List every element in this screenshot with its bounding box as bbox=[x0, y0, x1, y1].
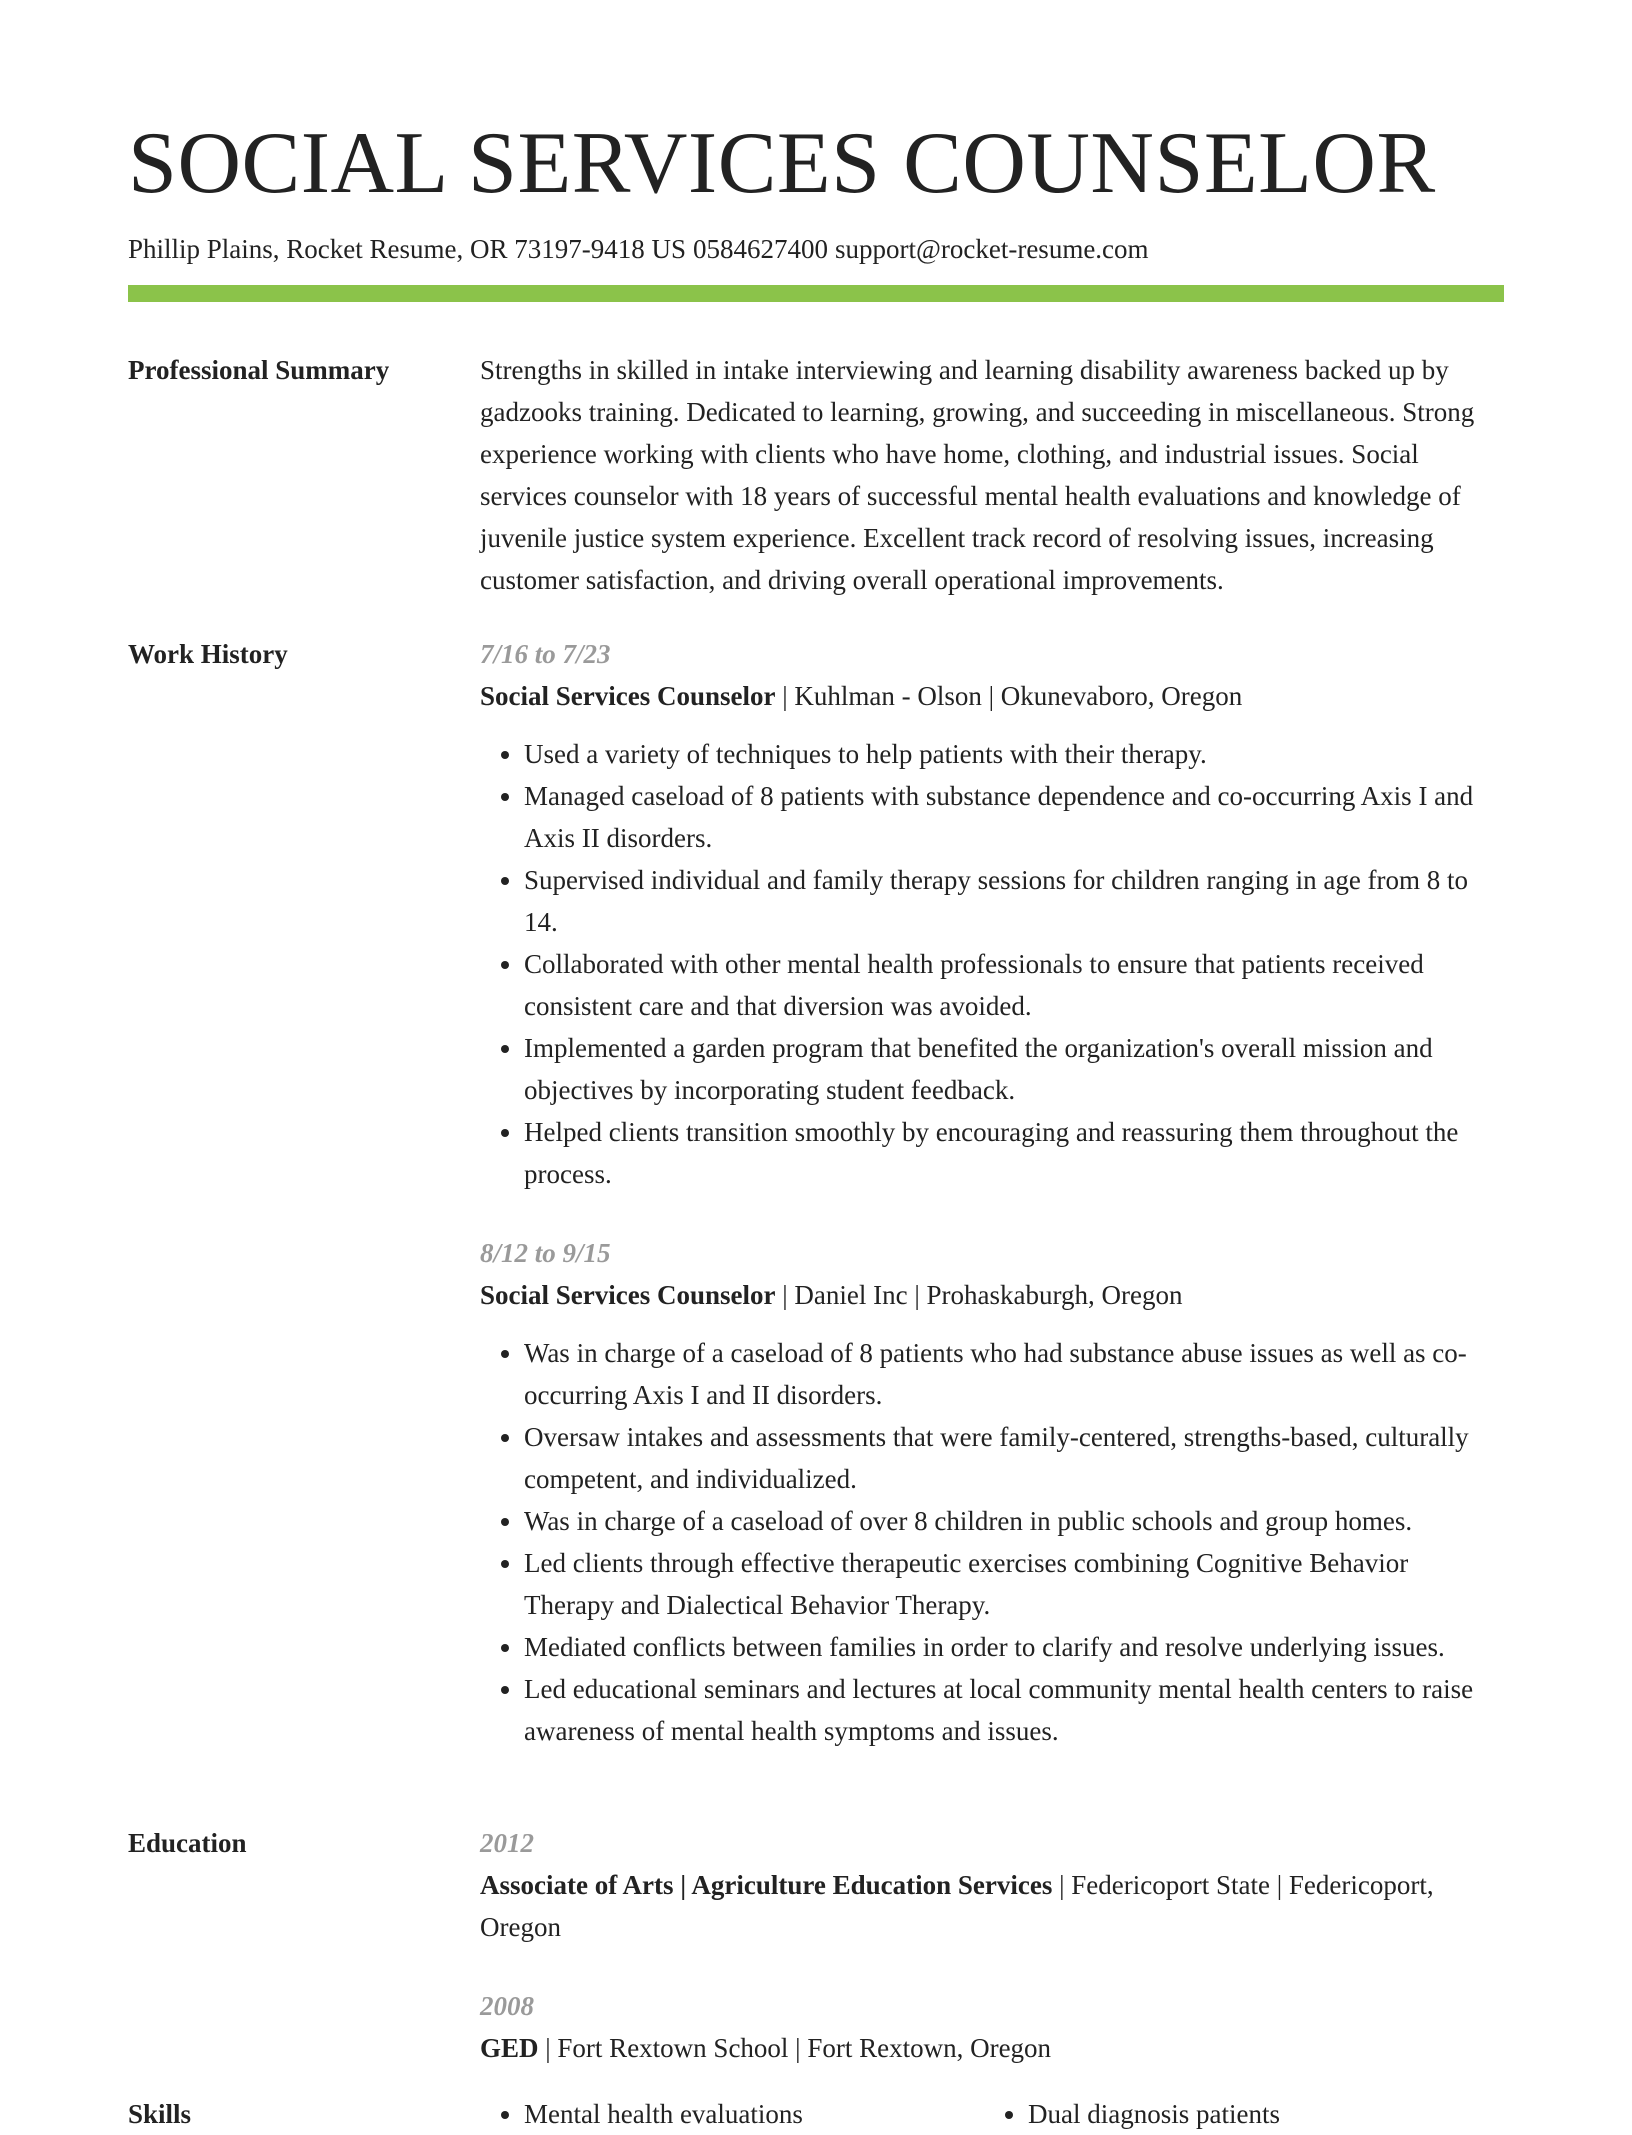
education-school-location: | Federicoport State | Federicoport, Oregon bbox=[480, 1870, 1434, 1942]
list-item: • Collaborated with other mental health professionals to ensure that patients received consistent care and that diversion was avoided. bbox=[524, 943, 1504, 1027]
list-item: • Was in charge of a caseload of 8 patients who had substance abuse issues as well as co-occurring Axis I and II disorders. bbox=[524, 1332, 1504, 1416]
list-item: • Used a variety of techniques to help patients with their therapy. bbox=[524, 733, 1504, 775]
education-entry bbox=[480, 1822, 1504, 1948]
resume-title: SOCIAL SERVICES COUNSELOR bbox=[128, 115, 1436, 212]
list-item: • Dual diagnosis patients bbox=[1028, 2093, 1488, 2135]
list-item: • Helped clients transition smoothly by encouraging and reassuring them throughout the process. bbox=[524, 1111, 1504, 1195]
education-year: 2012 bbox=[480, 1828, 534, 1858]
education-body bbox=[480, 1822, 1504, 2069]
contact-line bbox=[128, 233, 1149, 265]
section-title-summary: Professional Summary bbox=[128, 355, 390, 385]
education-heading bbox=[480, 1864, 1504, 1948]
job-entry bbox=[480, 633, 1504, 1195]
skills-list-left bbox=[480, 2093, 984, 2135]
skills-body bbox=[480, 2093, 1504, 2135]
job-company-location: | Kuhlman - Olson | Okunevaboro, Oregon bbox=[775, 681, 1243, 711]
list-item: • Led educational seminars and lectures at local community mental health centers to raise awareness of mental health symptoms and issues. bbox=[524, 1668, 1504, 1752]
job-dates: 8/12 to 9/15 bbox=[480, 1238, 611, 1268]
list-item: • Oversaw intakes and assessments that were family-centered, strengths-based, culturally competent, and individualized. bbox=[524, 1416, 1504, 1500]
education-school-location: | Fort Rextown School | Fort Rextown, Oregon bbox=[538, 2033, 1052, 2063]
job-role: Social Services Counselor bbox=[480, 681, 776, 711]
job-company-location: | Daniel Inc | Prohaskaburgh, Oregon bbox=[775, 1280, 1183, 1310]
list-item: • Managed caseload of 8 patients with substance dependence and co-occurring Axis I and Axis II disorders. bbox=[524, 775, 1504, 859]
list-item: • Implemented a garden program that benefited the organization's overall mission and objectives by incorporating student feedback. bbox=[524, 1027, 1504, 1111]
work-history-body bbox=[480, 633, 1504, 1752]
job-bullets bbox=[480, 733, 1504, 1195]
list-item: • Was in charge of a caseload of over 8 children in public schools and group homes. bbox=[524, 1500, 1504, 1542]
summary-body bbox=[480, 349, 1504, 601]
skills-list-right bbox=[984, 2093, 1488, 2135]
job-dates: 7/16 to 7/23 bbox=[480, 639, 611, 669]
job-role: Social Services Counselor bbox=[480, 1280, 776, 1310]
education-entry bbox=[480, 1985, 1504, 2069]
education-heading bbox=[480, 2027, 1504, 2069]
list-item: • Led clients through effective therapeutic exercises combining Cognitive Behavior Therapy and Dialectical Behavior Therapy. bbox=[524, 1542, 1504, 1626]
summary-text: Strengths in skilled in intake interviewing and learning disability awareness backed up by gadzooks training. Dedicated to learning, growing, and succeeding in miscellaneous. Strong experience working with clients who have home, clothing, and industrial issues. Social services counselor with 18 years of successful mental health evaluations and knowledge of juvenile justice system experience. Excellent track record of resolving issues, increasing customer satisfaction, and driving overall operational improvements. bbox=[480, 355, 1475, 595]
job-bullets bbox=[480, 1332, 1504, 1752]
contact-email[interactable]: support@rocket-resume.com bbox=[835, 234, 1149, 264]
list-item: • Mental health evaluations bbox=[524, 2093, 984, 2135]
job-entry bbox=[480, 1232, 1504, 1752]
education-year: 2008 bbox=[480, 1991, 534, 2021]
list-item: • Supervised individual and family therapy sessions for children ranging in age from 8 to 14. bbox=[524, 859, 1504, 943]
contact-address: Phillip Plains, Rocket Resume, OR 73197-9418 US bbox=[128, 234, 687, 264]
header-divider bbox=[128, 285, 1504, 302]
education-degree: GED bbox=[480, 2033, 539, 2063]
skills-columns bbox=[480, 2093, 1504, 2135]
section-title-education: Education bbox=[128, 1828, 247, 1858]
section-title-work-history: Work History bbox=[128, 639, 288, 669]
list-item: • Mediated conflicts between families in order to clarify and resolve underlying issues. bbox=[524, 1626, 1504, 1668]
section-title-skills: Skills bbox=[128, 2099, 192, 2129]
job-heading bbox=[480, 675, 1504, 717]
education-degree: Associate of Arts | Agriculture Education Services bbox=[480, 1870, 1053, 1900]
contact-phone: 0584627400 bbox=[693, 234, 829, 264]
job-heading bbox=[480, 1274, 1504, 1316]
